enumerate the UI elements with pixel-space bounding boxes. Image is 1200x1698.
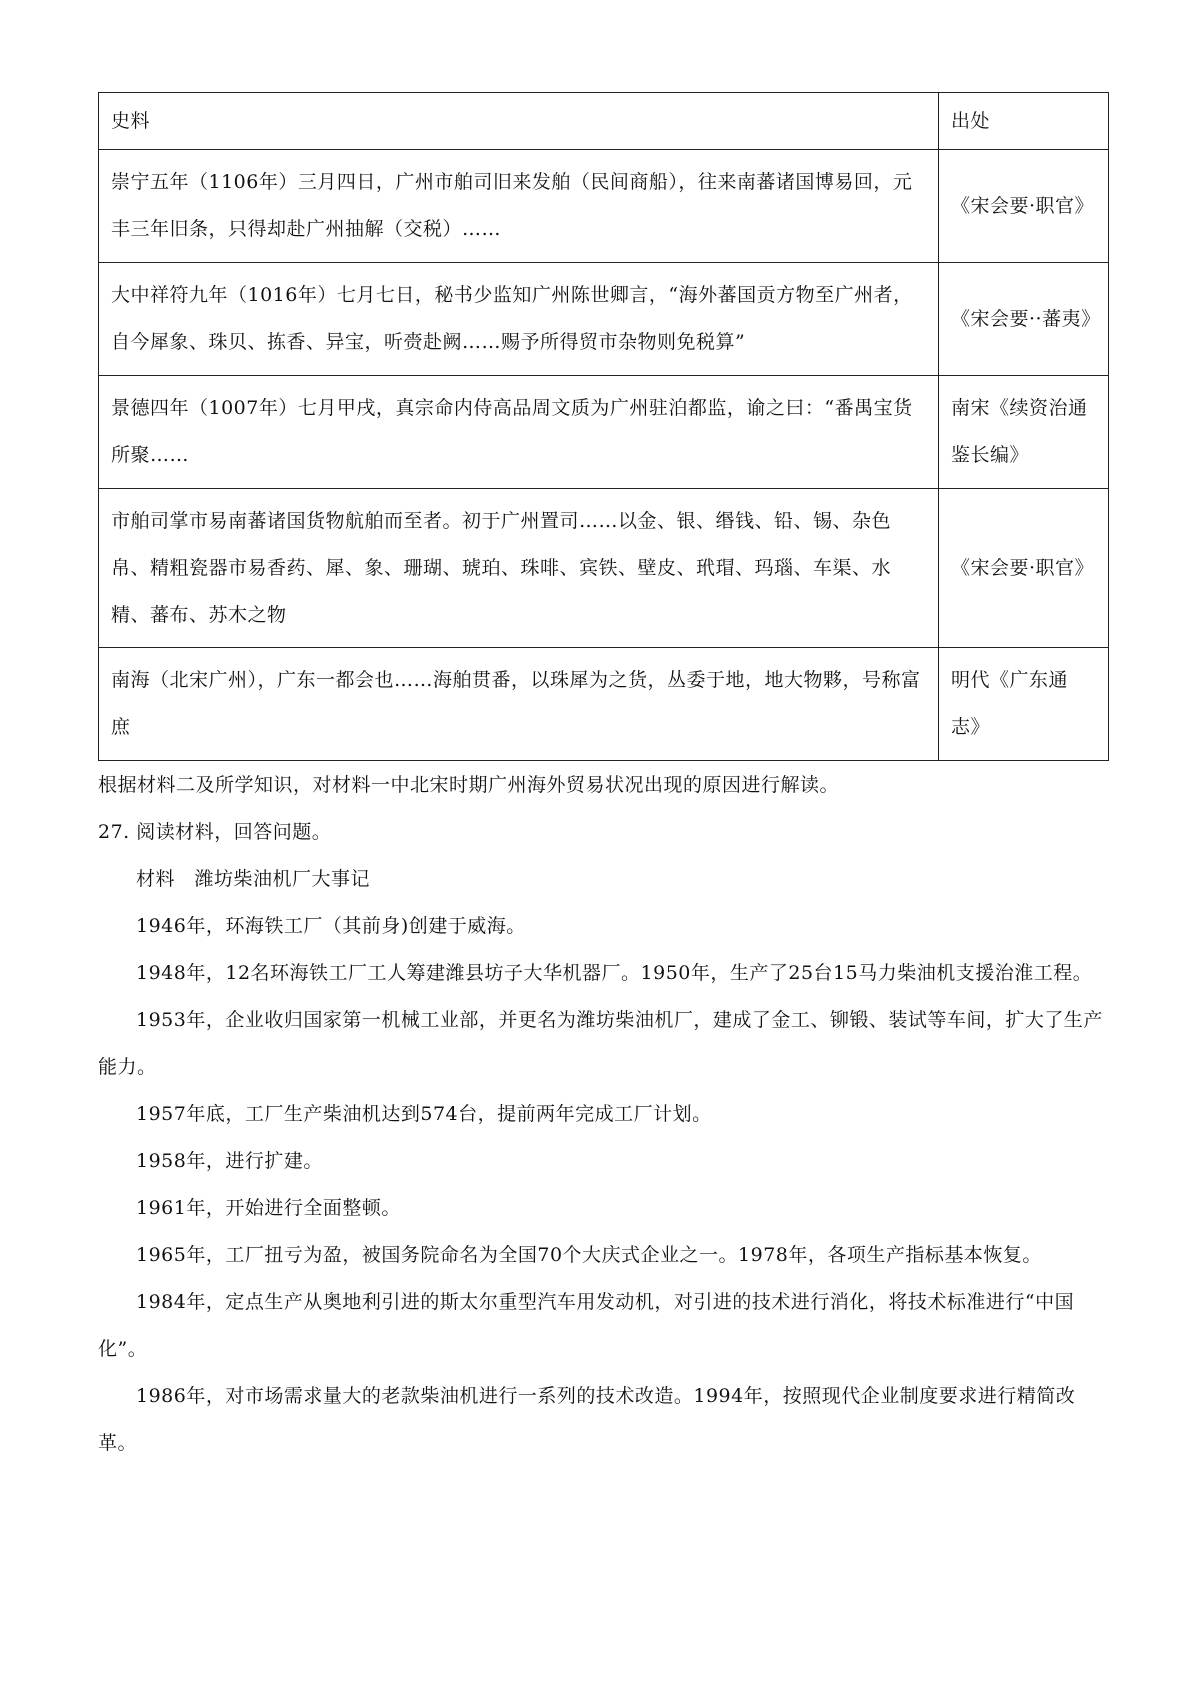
question-27-title: 27. 阅读材料，回答问题。: [98, 821, 332, 843]
event-item: 1948年，12名环海铁工厂工人筹建潍县坊子大华机器厂。1950年，生产了25台15马力柴油机支援治淮工程。: [136, 962, 1093, 984]
event-item: 1986年，对市场需求量大的老款柴油机进行一系列的技术改造。1994年，按照现代企业制度要求进行精简改革。: [98, 1385, 1076, 1454]
header-source: 出处: [939, 93, 1109, 150]
event-item: 1957年底，工厂生产柴油机达到574台，提前两年完成工厂计划。: [136, 1103, 712, 1125]
table-row: [99, 376, 1109, 489]
source-cell: 《宋会要·职官》: [939, 150, 1109, 263]
source-cell: 南宋《续资治通鉴长编》: [939, 376, 1109, 489]
table-header-row: [99, 93, 1109, 150]
table-row: [99, 150, 1109, 263]
source-table: [98, 92, 1109, 761]
event-item: 1946年，环海铁工厂（其前身)创建于威海。: [136, 915, 526, 937]
material-title: 材料 潍坊柴油机厂大事记: [136, 868, 371, 890]
material-cell: 大中祥符九年（1016年）七月七日，秘书少监知广州陈世卿言，“海外蕃国贡方物至广州者，自今犀象、珠贝、拣香、异宝，听赍赴阙……赐予所得贸市杂物则免税算”: [99, 263, 939, 376]
header-material: 史料: [99, 93, 939, 150]
question-body: [98, 762, 1108, 1467]
event-item: 1961年，开始进行全面整顿。: [136, 1197, 401, 1219]
table-row: [99, 648, 1109, 761]
table-row: [99, 489, 1109, 648]
event-item: 1965年，工厂扭亏为盈，被国务院命名为全国70个大庆式企业之一。1978年，各项生产指标基本恢复。: [136, 1244, 1042, 1266]
event-item: 1958年，进行扩建。: [136, 1150, 323, 1172]
material-cell: 崇宁五年（1106年）三月四日，广州市舶司旧来发舶（民间商船），往来南蕃诸国博易回，元丰三年旧条，只得却赴广州抽解（交税）……: [99, 150, 939, 263]
event-item: 1984年，定点生产从奥地利引进的斯太尔重型汽车用发动机，对引进的技术进行消化，将技术标准进行“中国化”。: [98, 1291, 1075, 1360]
source-cell: 《宋会要·职官》: [939, 489, 1109, 648]
material-cell: 景德四年（1007年）七月甲戌，真宗命内侍高品周文质为广州驻泊都监，谕之曰：“番禺宝货所聚……: [99, 376, 939, 489]
table-row: [99, 263, 1109, 376]
source-cell: 明代《广东通志》: [939, 648, 1109, 761]
source-cell: 《宋会要··蕃夷》: [939, 263, 1109, 376]
question-26-prompt: 根据材料二及所学知识，对材料一中北宋时期广州海外贸易状况出现的原因进行解读。: [98, 774, 840, 796]
event-item: 1953年，企业收归国家第一机械工业部，并更名为潍坊柴油机厂，建成了金工、铆锻、装试等车间，扩大了生产能力。: [98, 1009, 1103, 1078]
material-cell: 市舶司掌市易南蕃诸国货物航舶而至者。初于广州置司……以金、银、缗钱、铅、锡、杂色帛、精粗瓷器市易香药、犀、象、珊瑚、琥珀、珠啡、宾铁、壁皮、玳瑁、玛瑙、车渠、水精、蕃布、苏木之物: [99, 489, 939, 648]
material-cell: 南海（北宋广州），广东一都会也……海舶贯番，以珠犀为之货，丛委于地，地大物夥，号称富庶: [99, 648, 939, 761]
